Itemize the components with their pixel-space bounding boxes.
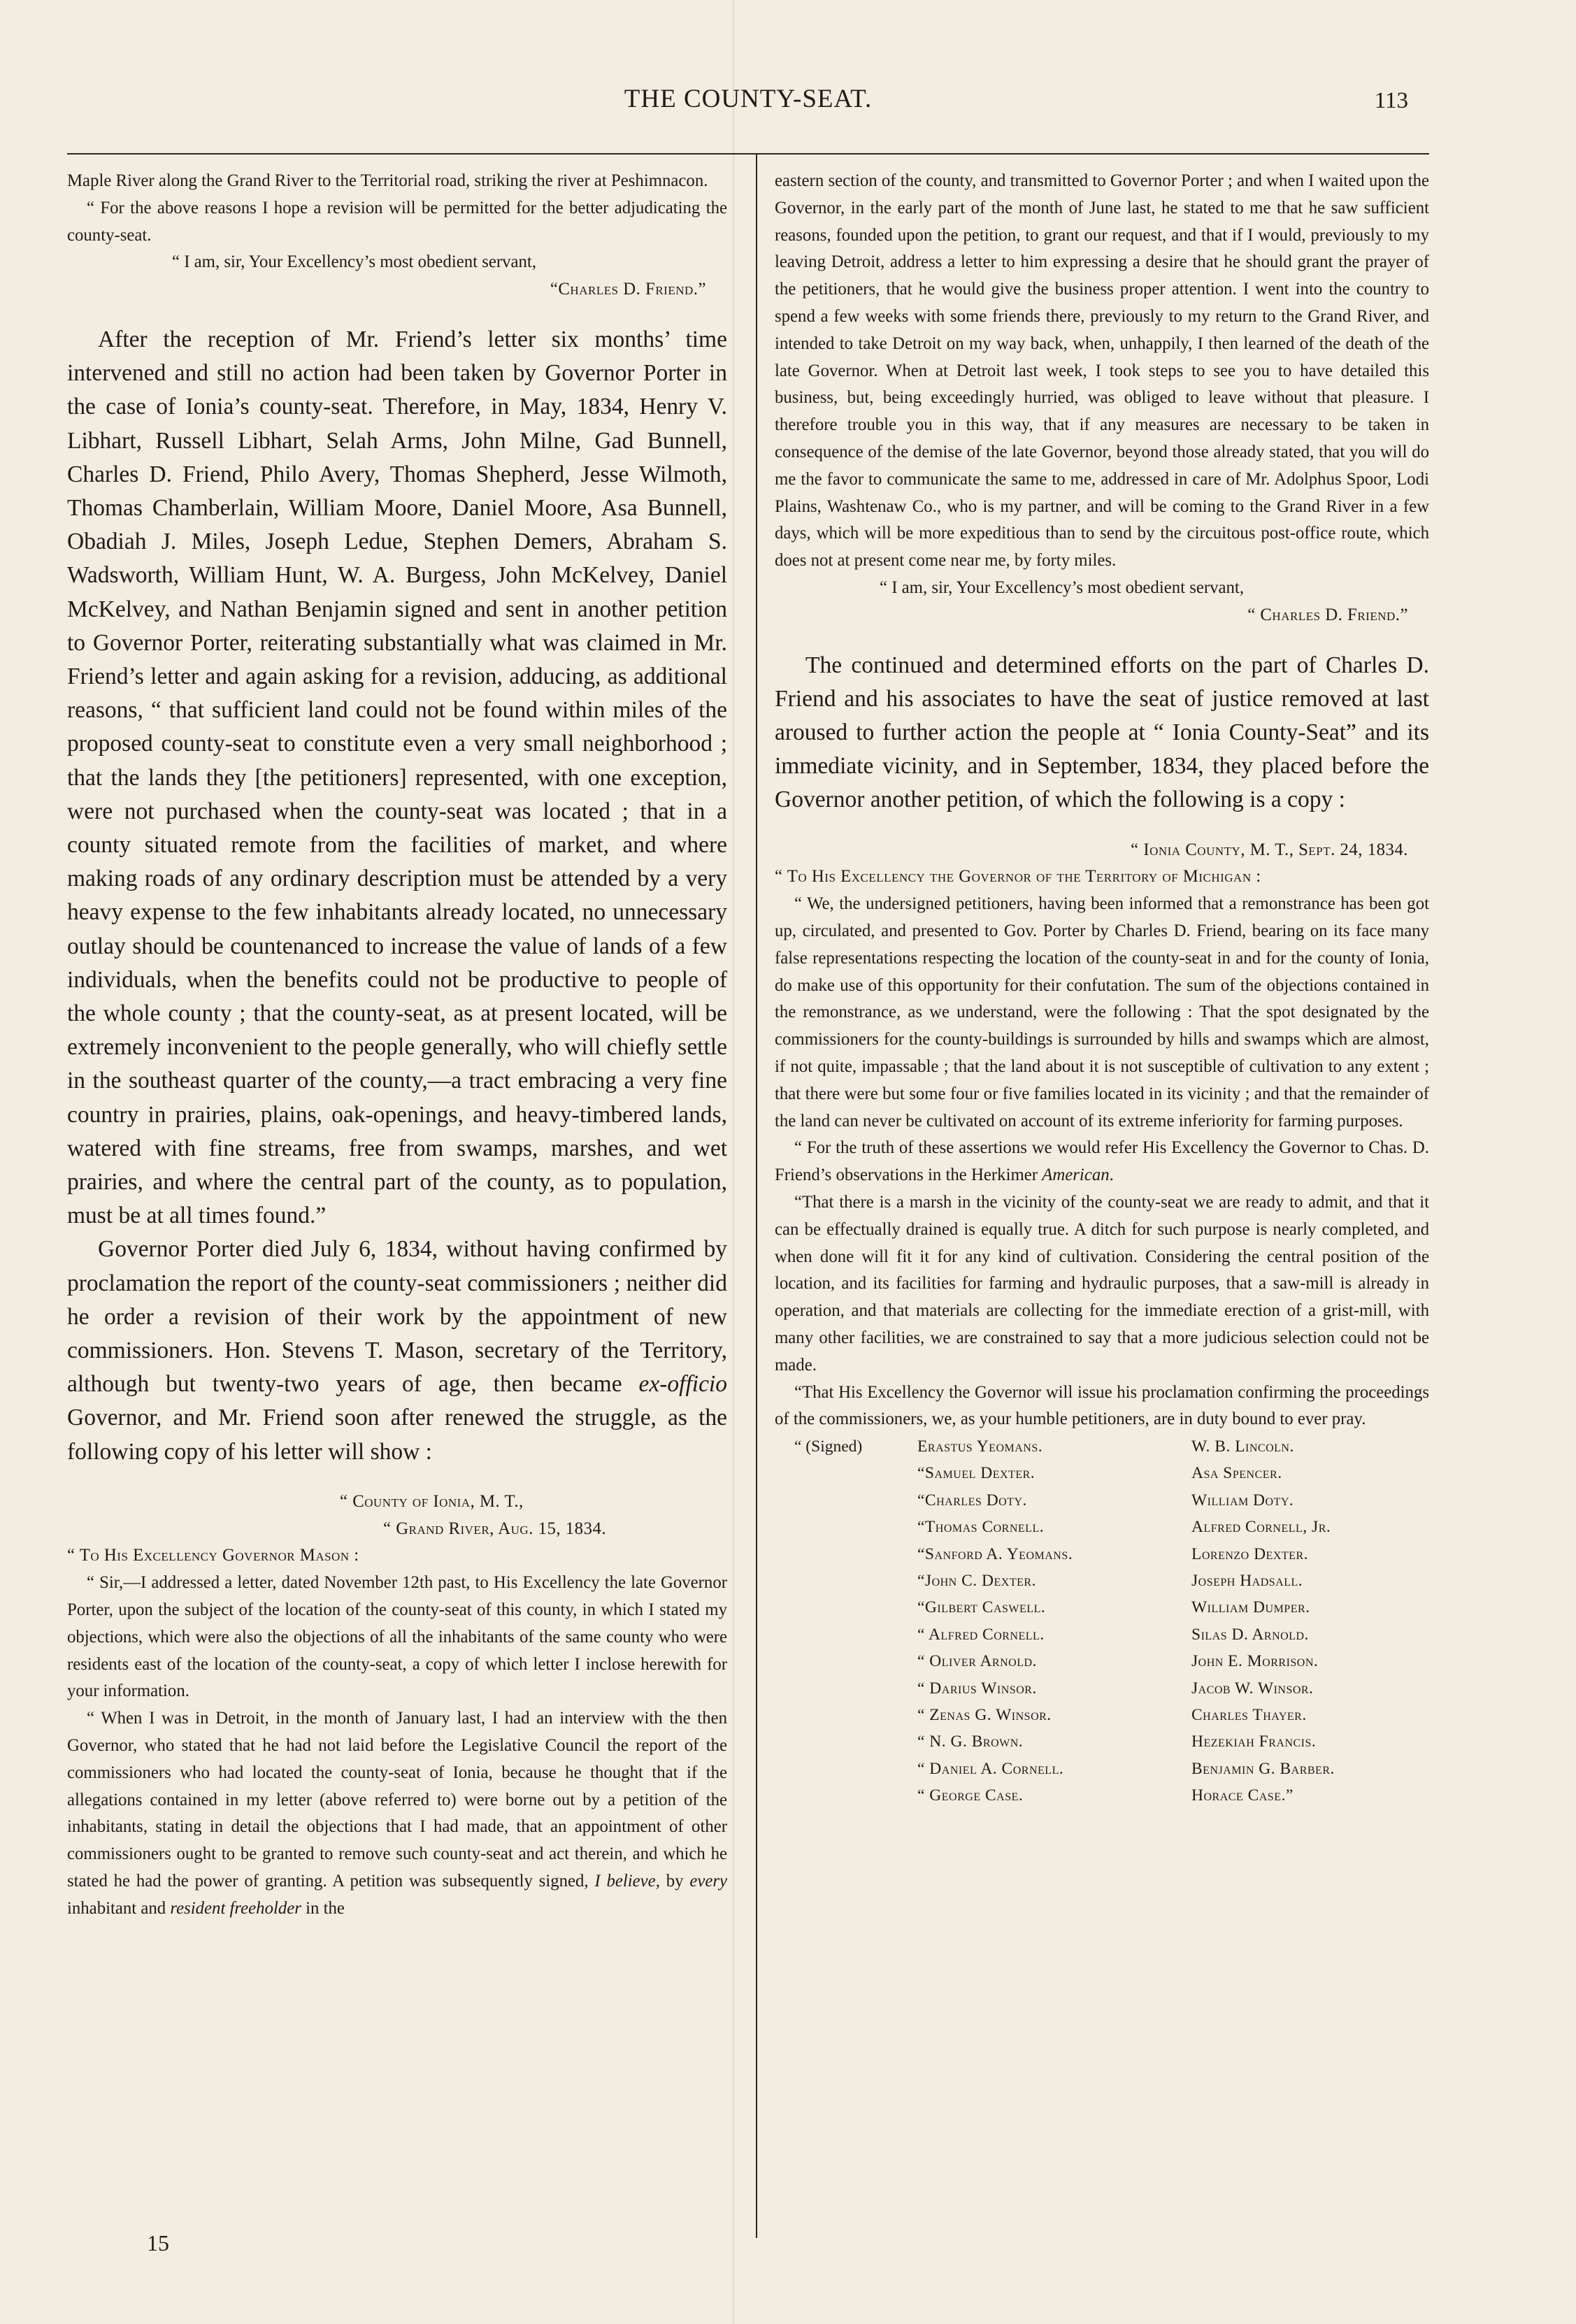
- signer: “ Daniel A. Cornell.: [917, 1759, 1064, 1778]
- signer: Erastus Yeomans.: [917, 1437, 1043, 1456]
- signer: “Charles Doty.: [917, 1491, 1027, 1509]
- signers-column-1: [917, 1433, 1169, 1809]
- signer: Jacob W. Winsor.: [1191, 1679, 1314, 1698]
- letter-closing: “ I am, sir, Your Excellency’s most obedient servant,: [172, 252, 537, 272]
- letter-heading-line: “ Grand River, Aug. 15, 1834.: [383, 1519, 607, 1538]
- signer: William Dumper.: [1191, 1598, 1310, 1617]
- signer: “ Darius Winsor.: [917, 1679, 1037, 1698]
- page-gutter: [733, 0, 734, 2324]
- signature-mark: 15: [147, 2230, 169, 2255]
- signer: “ Zenas G. Winsor.: [917, 1706, 1052, 1724]
- right-column: [775, 168, 1429, 1805]
- signer: “Samuel Dexter.: [917, 1464, 1036, 1483]
- signer: Lorenzo Dexter.: [1191, 1544, 1309, 1563]
- letter-salutation: “ To His Excellency Governor Mason :: [67, 1546, 359, 1565]
- letter-signature: “ Charles D. Friend.”: [1247, 605, 1408, 624]
- signer: “ George Case.: [917, 1786, 1024, 1805]
- body-paragraph: The continued and determined efforts on the part of Charles D. Friend and his associates to have the seat of justice removed at last aroused to further action the people at “ Ionia County-Seat” and its immediate vicinity, and in September, 1834, they placed before the Governor another petition, of which the following is a copy :: [775, 652, 1429, 813]
- page-header: [67, 84, 1429, 126]
- petition-paragraph: “That His Excellency the Governor will issue his proclamation confirming the proceedings of the commissioners, we, as your humble petitioners, are in duty bound to ever pray.: [775, 1382, 1429, 1429]
- body-paragraph: After the reception of Mr. Friend’s letter six months’ time intervened and still no action had been taken by Governor Porter in the case of Ionia’s county-seat. Therefore, in May, 1834, Henry V. Libhart, Russell Libhart, Selah Arms, John Milne, Gad Bunnell, Charles D. Friend, Philo Avery, Thomas Shepherd, Jesse Wilmoth, Thomas Chamberlain, William Moore, Daniel Moore, Asa Bunnell, Obadiah J. Miles, Joseph Ledue, Stephen Demers, Abraham S. Wadsworth, William Hunt, W. A. Burgess, John McKelvey, Daniel McKelvey, and Nathan Benjamin signed and sent in another petition to Governor Porter, reiterating substantially what was claimed in Mr. Friend’s letter and again asking for a revision, adducing, as additional reasons, “ that sufficient land could not be found within miles of the proposed county-seat to constitute even a very small neighborhood ; that the lands they [the petitioners] represented, with one exception, were not purchased when the county-seat was located ; that in a county situated remote from the facilities of market, and where making roads of any ordinary description must be attended by a very heavy expense to the few inhabitants already located, no unnecessary outlay should be countenanced to increase the value of lands of a few individuals, when the benefits could not be productive to people of the whole county ; that the county-seat, as at present located, will be extremely inconvenient to the people generally, who will chiefly settle in the southeast quarter of the county,—a tract embracing a very fine country in prairies, plains, oak-openings, and heavy-timbered lands, watered with fine streams, free from swamps, marshes, and wet prairies, and where the central part of the county, as to population, must be at all times found.”: [67, 326, 727, 1229]
- letter-closing: “ I am, sir, Your Excellency’s most obedient servant,: [880, 578, 1245, 597]
- signer: “ Oliver Arnold.: [917, 1652, 1037, 1671]
- signer: W. B. Lincoln.: [1191, 1437, 1294, 1456]
- petition-dateline: “ Ionia County, M. T., Sept. 24, 1834.: [1131, 840, 1408, 859]
- signer: “ Alfred Cornell.: [917, 1625, 1045, 1644]
- signer: Asa Spencer.: [1191, 1464, 1282, 1483]
- signers-column-2: [1191, 1433, 1429, 1809]
- signer: Alfred Cornell, Jr.: [1191, 1518, 1331, 1537]
- signer: “Sanford A. Yeomans.: [917, 1544, 1073, 1563]
- left-column: [67, 168, 727, 1923]
- body-paragraph-governor: Governor Porter died July 6, 1834, without having confirmed by proclamation the report of the county-seat commissioners ; neither did he order a revision of their work by the appointment of new commissioners. Hon. Stevens T. Mason, secretary of the Territory, although but twenty-two years of age, then became ex-officio Governor, and Mr. Friend soon after renewed the struggle, as the following copy of his letter will show :: [67, 1236, 727, 1465]
- signer: Benjamin G. Barber.: [1191, 1759, 1335, 1778]
- page-number: 113: [1374, 88, 1408, 113]
- letter-heading-line: “ County of Ionia, M. T.,: [340, 1491, 524, 1511]
- signer: “ N. G. Brown.: [917, 1733, 1024, 1751]
- signer: William Doty.: [1191, 1491, 1294, 1509]
- running-title: THE COUNTY-SEAT.: [624, 85, 873, 113]
- petition-paragraph: “That there is a marsh in the vicinity of the county-seat we are ready to admit, and that it can be effectually drained is equally true. A ditch for such purpose is nearly completed, and when done will fit it for any kind of cultivation. Considering the central position of the location, and its facilities for farming and hydraulic purposes, that a saw-mill is already in operation, and that materials are collecting for the immediate erection of a grist-mill, with many other facilities, we are constrained to say that a more judicious selection could not be made.: [775, 1192, 1429, 1375]
- signer: Joseph Hadsall.: [1191, 1572, 1303, 1591]
- petition-address: “ To His Excellency the Governor of the Territory of Michigan :: [775, 867, 1261, 887]
- letter-continuation: eastern section of the county, and transmitted to Governor Porter ; and when I waited upon the Governor, in the early part of the month of June last, he stated to me that he saw sufficient reasons, founded upon the petition, to grant our request, and that if I would, previously to my leaving Detroit, address a letter to him expressing a desire that he should grant the prayer of the petitioners, that he would give the business proper attention. I went into the country to spend a few weeks with some friends there, previously to my return to the Grand River, and intended to take Detroit on my way back, when, unhappily, I then learned of the death of the late Governor. When at Detroit last week, I took steps to see you to have detailed this business, but, being exceedingly hurried, was obliged to leave without that pleasure. I therefore trouble you in this way, that if any measures are necessary to be taken in consequence of the demise of the late Governor, beyond those already stated, that you will do me the favor to communicate the same to me, addressed in care of Mr. Adolphus Spoor, Lodi Plains, Washtenaw Co., who is my partner, and will be coming to the Grand River in a few days, which will be more expeditious than to send by the circuitous post-office route, which does not at present come near me, by forty miles.: [775, 171, 1429, 571]
- letter-signature: “Charles D. Friend.”: [550, 280, 706, 299]
- signer: John E. Morrison.: [1191, 1652, 1319, 1671]
- signer: Silas D. Arnold.: [1191, 1625, 1309, 1644]
- signer: “Thomas Cornell.: [917, 1518, 1045, 1537]
- letter-paragraph: “ For the above reasons I hope a revision will be permitted for the better adjudicating the county-seat.: [67, 198, 727, 245]
- signer: “John C. Dexter.: [917, 1572, 1036, 1591]
- petition-paragraph-refer: “ For the truth of these assertions we would refer His Excellency the Governor to Chas. D. Friend’s observations in the Herkimer American.: [775, 1138, 1429, 1185]
- letter-paragraph: “ Sir,—I addressed a letter, dated November 12th past, to His Excellency the late Governor Porter, upon the subject of the location of the county-seat of this county, in which I stated my objections, which were also the objections of all the inhabitants of the same county who were residents east of the location of the county-seat, a copy of which letter I inclose herewith for your information.: [67, 1573, 727, 1701]
- letter-continuation: Maple River along the Grand River to the Territorial road, striking the river at Peshimnacon.: [67, 171, 708, 190]
- column-rule: [756, 155, 757, 2238]
- signer: Horace Case.”: [1191, 1786, 1294, 1805]
- petition-paragraph: “ We, the undersigned petitioners, having been informed that a remonstrance has been got up, circulated, and presented to Gov. Porter by Charles D. Friend, bearing on its face many false representations respecting the location of the county-seat in and for the county of Ionia, do make use of this opportunity for their confutation. The sum of the objections contained in the remonstrance, as we understand, were the following : That the spot designated by the commissioners for the county-buildings is surrounded by hills and swamps which are almost, if not quite, impassable ; that the land about it is not susceptible of cultivation to any extent ; that there were but some four or five families located in its vicinity ; and that the remainder of the land can never be cultivated on account of its extreme inferiority for farming purposes.: [775, 894, 1429, 1131]
- signed-label: “ (Signed): [794, 1437, 863, 1456]
- header-rule: [67, 153, 1429, 155]
- signer: “Gilbert Caswell.: [917, 1598, 1046, 1617]
- signer: Charles Thayer.: [1191, 1706, 1307, 1724]
- letter-paragraph-detroit: “ When I was in Detroit, in the month of January last, I had an interview with the then Governor, who stated that he had not laid before the Legislative Council the report of the commissioners who had located the county-seat of Ionia, because he thought that if the allegations contained in my letter (above referred to) were borne out by a petition of the inhabitants, stating in detail the objections that I had made, that an appointment of other commissioners ought to be granted to remove such county-seat and act therein, and which he stated he had the power of granting. A petition was subsequently signed, I believe, by every inhabitant and resident freeholder in the: [67, 1709, 727, 1918]
- signer: Hezekiah Francis.: [1191, 1733, 1317, 1751]
